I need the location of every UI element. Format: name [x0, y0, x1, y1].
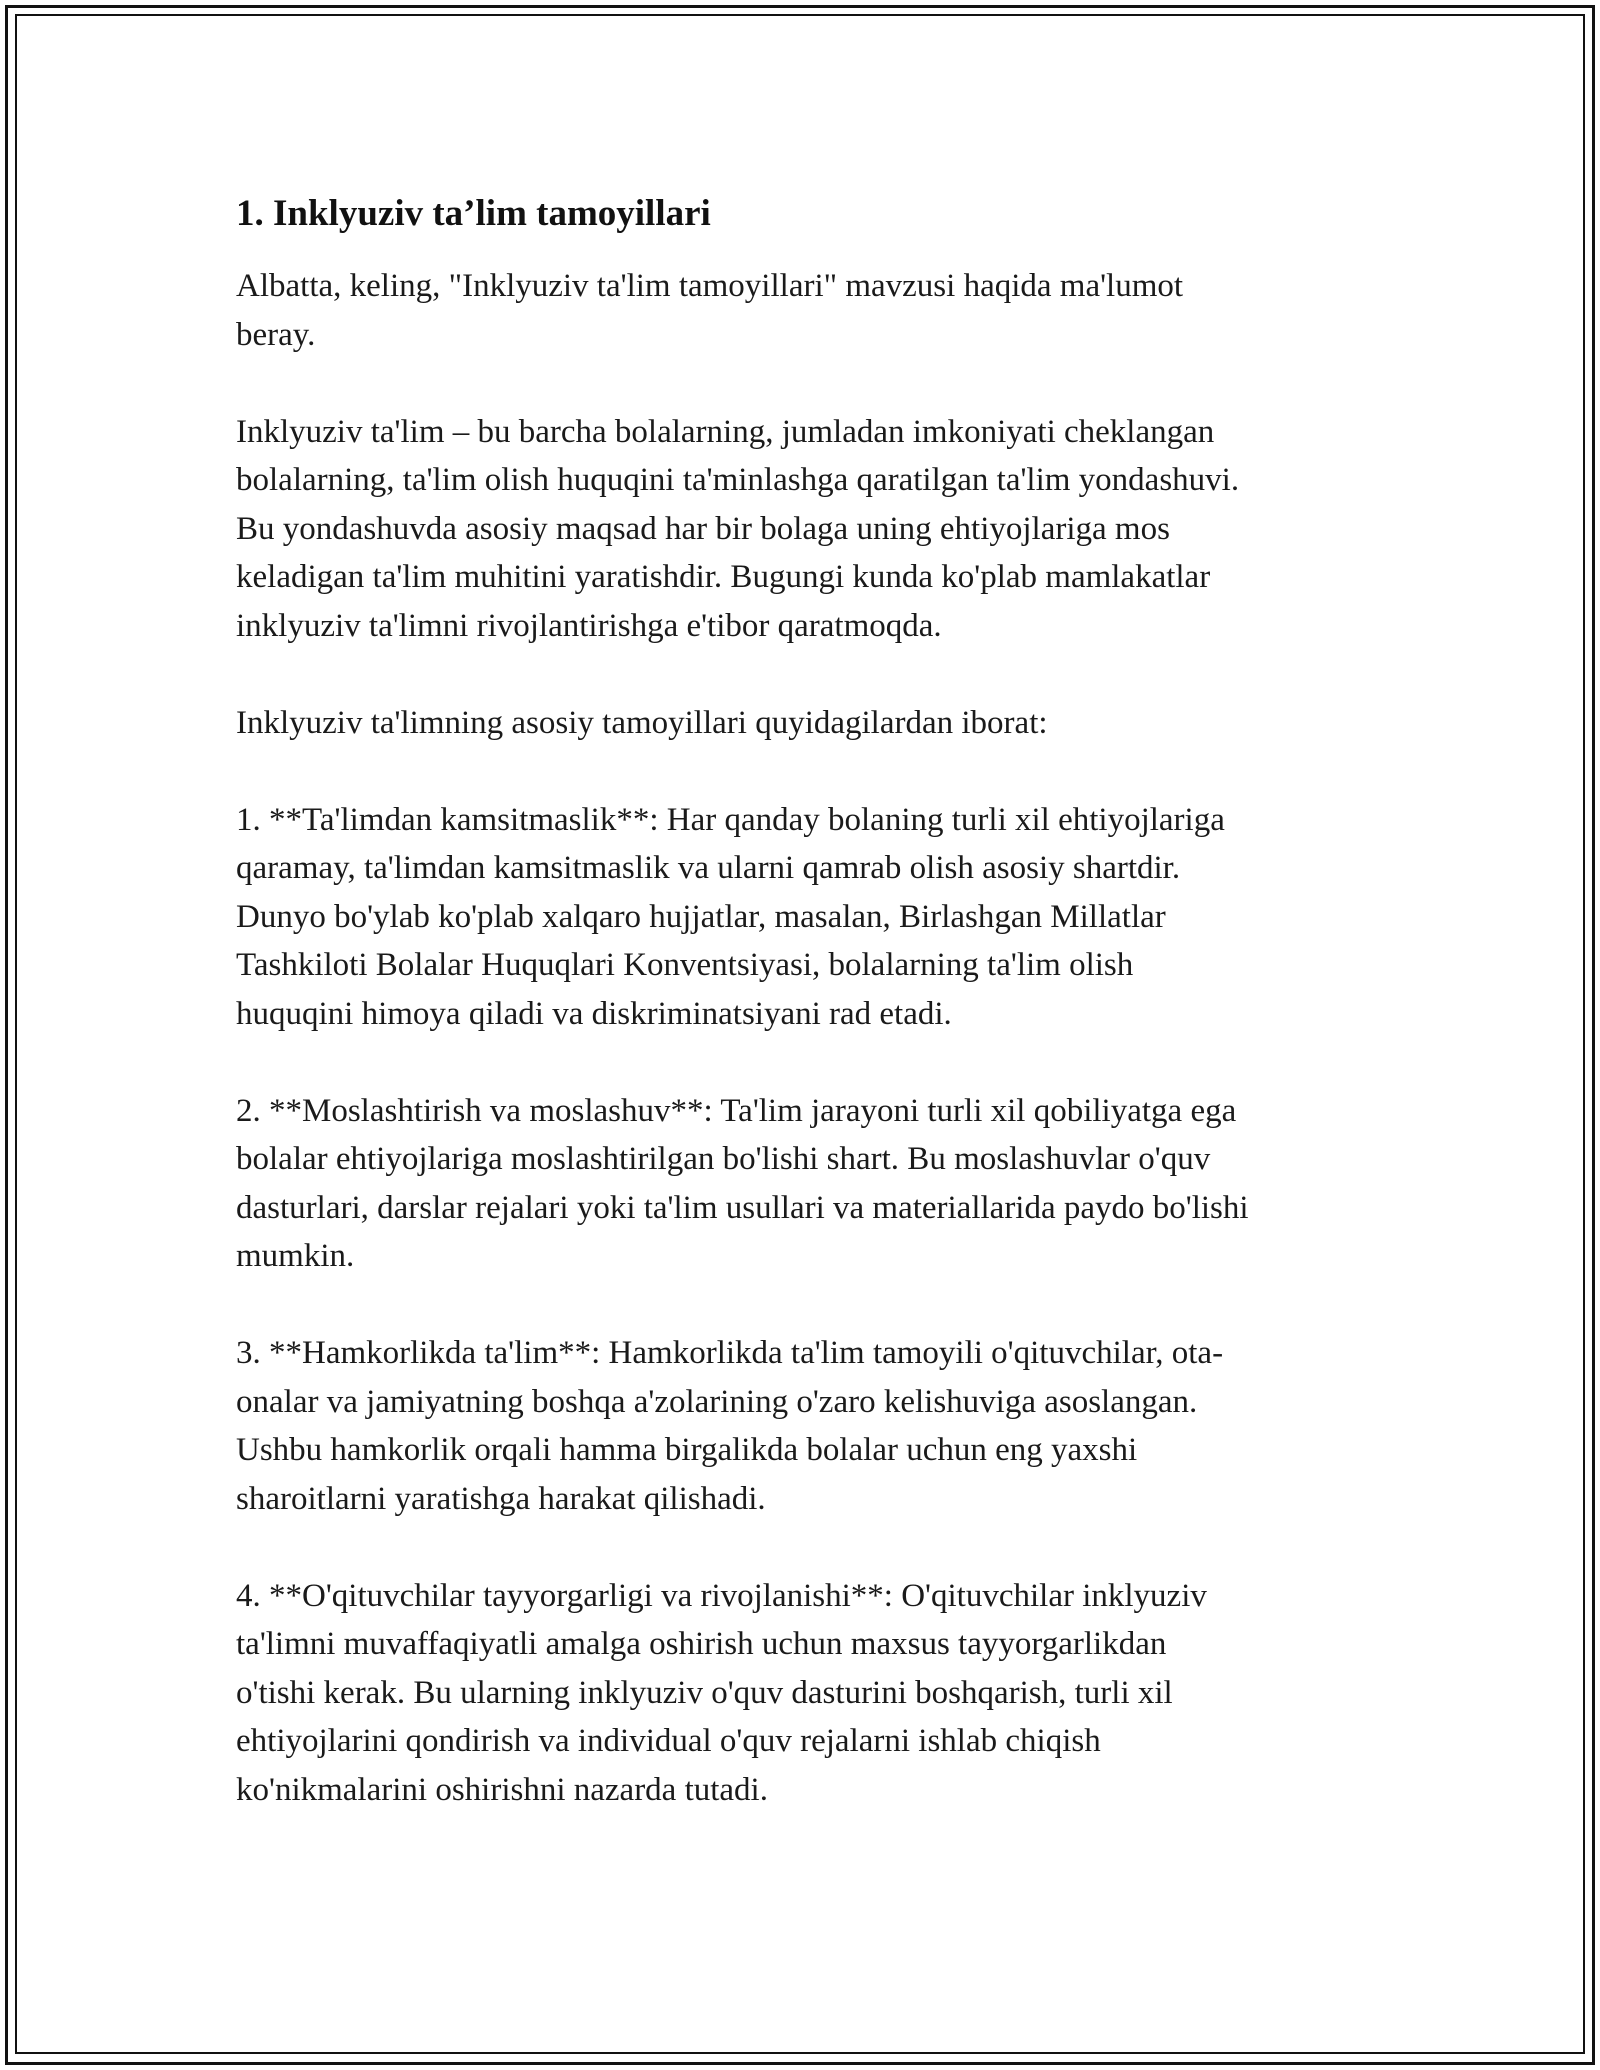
paragraph-principles-lead: Inklyuziv ta'limning asosiy tamoyillari quyidagilardan iborat:: [236, 704, 1048, 741]
document-body: [236, 186, 1386, 1863]
list-item-principle-3: 3. **Hamkorlikda ta'lim**: Hamkorlikda ta'lim tamoyili o'qituvchilar, ota- onalar va jamiyatning boshqa a'zolarining o'zaro kelishuviga asoslangan. Ushbu hamkorlik orqali hamma birgalikda bolalar uchun eng yaxshi sharoitlarni yaratishga harakat qilishadi.: [236, 1335, 1224, 1517]
section-heading: 1. Inklyuziv ta’lim tamoyillari: [236, 193, 711, 234]
paragraph-definition: Inklyuziv ta'lim – bu barcha bolalarning, jumladan imkoniyati cheklangan bolalarning, ta'lim olish huquqini ta'minlashga qaratilgan ta'lim yondashuvi. Bu yondashuvda asosiy maqsad har bir bolaga uning ehtiyojlariga mos keladigan ta'lim muhitini yaratishdir. Bugungi kunda ko'plab mamlakatlar inklyuziv ta'limni rivojlantirishga e'tibor qaratmoqda.: [236, 413, 1240, 644]
list-item-principle-4: 4. **O'qituvchilar tayyorgarligi va rivojlanishi**: O'qituvchilar inklyuziv ta'limni muvaffaqiyatli amalga oshirish uchun maxsus tayyorgarlikdan o'tishi kerak. Bu ularning inklyuziv o'quv dasturini boshqarish, turli xil ehtiyojlarini qondirish va individual o'quv rejalarni ishlab chiqish ko'nikmalarini oshirishni nazarda tutadi.: [236, 1577, 1207, 1808]
list-item-principle-1: 1. **Ta'limdan kamsitmaslik**: Har qanday bolaning turli xil ehtiyojlariga qaramay, ta'limdan kamsitmaslik va ularni qamrab olish asosiy shartdir. Dunyo bo'ylab ko'plab xalqaro hujjatlar, masalan, Birlashgan Millatlar Tashkiloti Bolalar Huquqlari Konventsiyasi, bolalarning ta'lim olish huquqini himoya qiladi va diskriminatsiyani rad etadi.: [236, 801, 1225, 1032]
paragraph-intro: Albatta, keling, "Inklyuziv ta'lim tamoyillari" mavzusi haqida ma'lumot beray.: [236, 268, 1184, 353]
list-item-principle-2: 2. **Moslashtirish va moslashuv**: Ta'lim jarayoni turli xil qobiliyatga ega bolalar ehtiyojlariga moslashtirilgan bo'lishi shart. Bu moslashuvlar o'quv dasturlari, darslar rejalari yoki ta'lim usullari va materiallarida paydo bo'lishi mumkin.: [236, 1092, 1249, 1274]
